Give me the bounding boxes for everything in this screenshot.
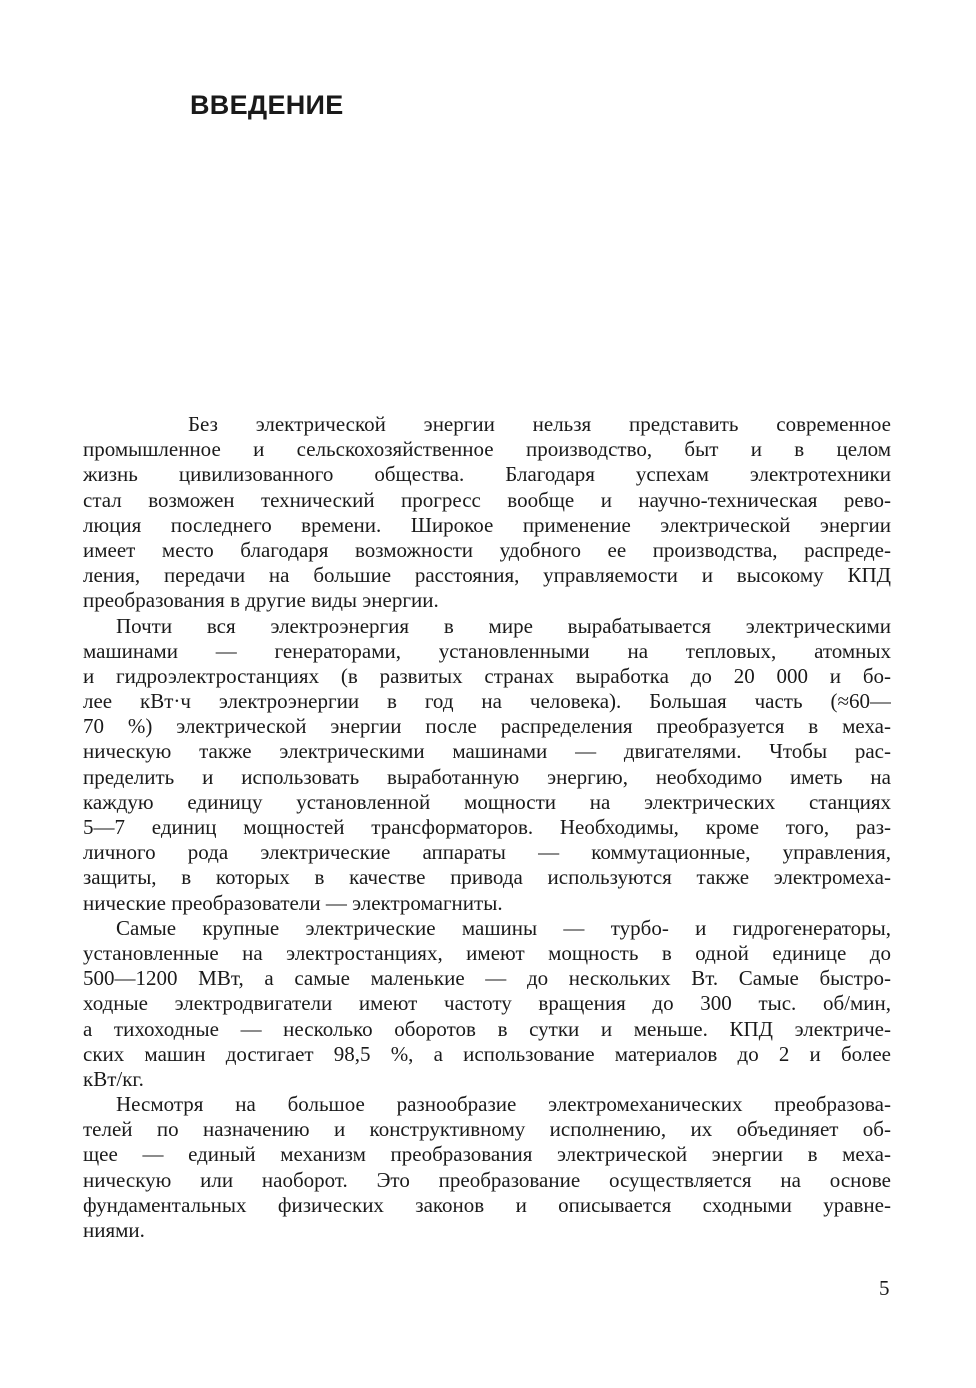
text-line: 70 %) электрической энергии после распределения преобразуется в меха- [83,714,891,739]
text-line: и гидроэлектростанциях (в развитых странах выработка до 20 000 и бо- [83,663,891,688]
text-line: защиты, в которых в качестве привода используются также электромеха- [83,865,891,890]
text-line: Несмотря на большое разнообразие электромеханических преобразова- [116,1092,891,1117]
text-line: ходные электродвигатели имеют частоту вращения до 300 тыс. об/мин, [83,991,891,1016]
text-line: преобразования в другие виды энергии. [83,588,439,613]
text-line: ническую также электрическими машинами — двигателями. Чтобы рас- [83,739,891,764]
text-line: промышленное и сельскохозяйственное производство, быт и в целом [83,437,891,462]
page-title: ВВЕДЕНИЕ [190,90,344,120]
paragraph [83,614,891,916]
paragraph [83,916,891,1092]
text-line: а тихоходные — несколько оборотов в сутки и меньше. КПД электриче- [83,1016,891,1041]
text-line: Почти вся электроэнергия в мире вырабатывается электрическими [116,613,891,638]
text-line: ническую или наоборот. Это преобразование осуществляется на основе [83,1167,891,1192]
text-line: 500—1200 МВт, а самые маленькие — до нескольких Вт. Самые быстро- [83,966,891,991]
text-line: жизнь цивилизованного общества. Благодаря успехам электротехники [83,462,891,487]
text-line: кВт/кг. [83,1066,144,1091]
page-number: 5 [879,1276,890,1300]
text-line: машинами — генераторами, установленными на тепловых, атомных [83,638,891,663]
text-line: ниями. [83,1218,145,1242]
text-line: ления, передачи на большие расстояния, управляемости и высокому КПД [83,563,891,588]
text-line: пределить и использовать выработанную энергию, необходимо иметь на [83,764,891,789]
text-line: каждую единицу установленной мощности на электрических станциях [83,789,891,814]
paragraph [83,1092,891,1243]
text-line: имеет место благодаря возможности удобного ее производства, распреде- [83,537,891,562]
text-line: люция последнего времени. Широкое применение электрической энергии [83,512,891,537]
text-line: Без электрической энергии нельзя представить современное [188,412,891,436]
body-text [83,412,891,1243]
text-line: личного рода электрические аппараты — коммутационные, управления, [83,840,891,865]
text-line: установленные на электростанциях, имеют мощность в одной единице до [83,940,891,965]
text-line: телей по назначению и конструктивному исполнению, их объединяет об- [83,1117,891,1142]
text-line: Самые крупные электрические машины — турбо- и гидрогенераторы, [116,915,891,940]
text-line: стал возможен технический прогресс вообще и научно-техническая рево- [83,487,891,512]
text-line: лее кВт·ч электроэнергии в год на человека). Большая часть (≈60— [83,689,891,714]
text-line: ских машин достигает 98,5 %, а использование материалов до 2 и более [83,1041,891,1066]
text-line: щее — единый механизм преобразования электрической энергии в меха- [83,1142,891,1167]
text-line: фундаментальных физических законов и описывается сходными уравне- [83,1192,891,1217]
text-line: нические преобразователи — электромагниты. [83,890,503,915]
text-line: 5—7 единиц мощностей трансформаторов. Необходимы, кроме того, раз- [83,815,891,839]
paragraph [83,412,891,614]
